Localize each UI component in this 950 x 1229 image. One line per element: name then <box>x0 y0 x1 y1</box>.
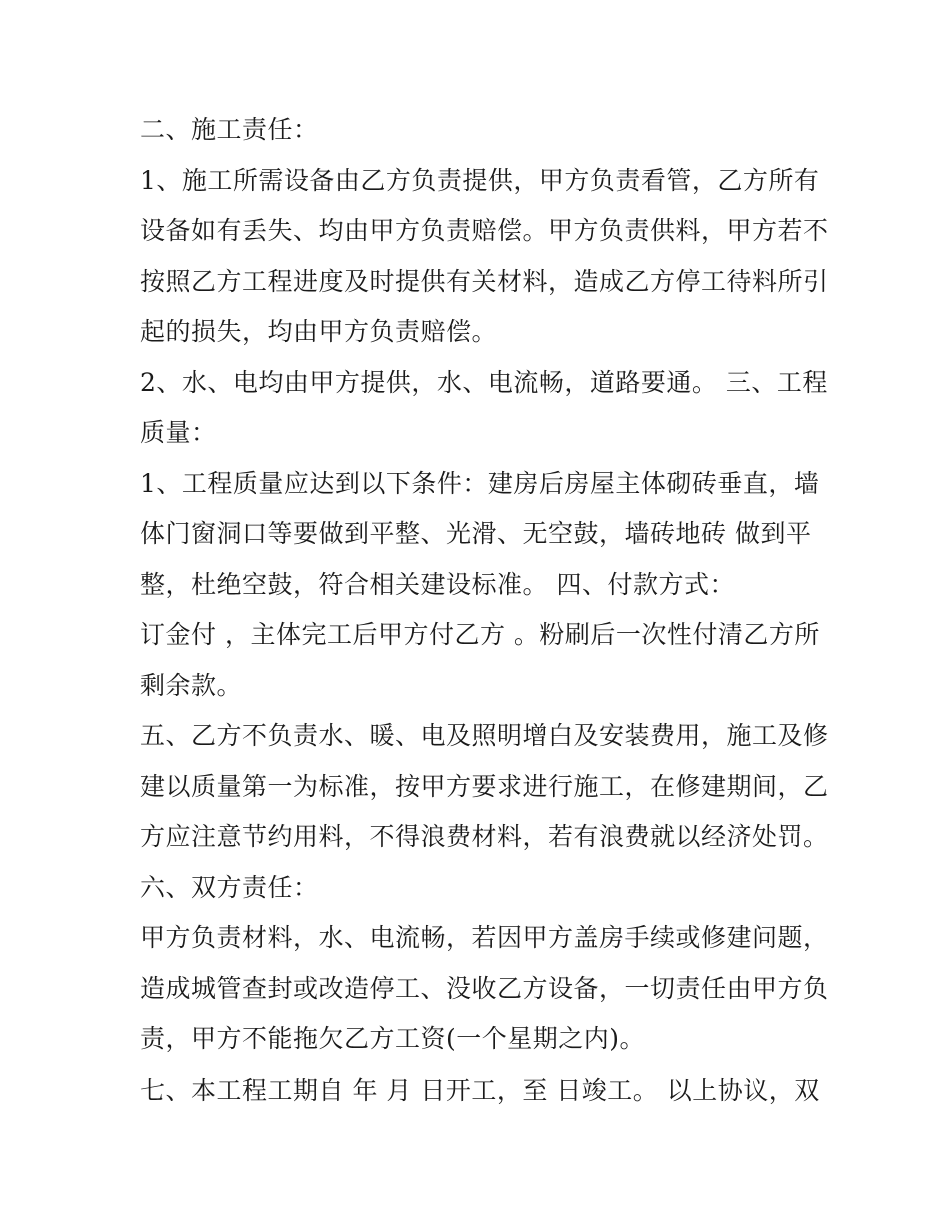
text-line: 订金付 ，主体完工后甲方付乙方 。粉刷后一次性付清乙方所 <box>140 620 820 649</box>
text-line: 五、乙方不负责水、暖、电及照明增白及安装费用，施工及修 <box>140 721 829 750</box>
text-line: 建以质量第一为标准，按甲方要求进行施工，在修建期间，乙 <box>140 772 829 801</box>
text-line: 责，甲方不能拖欠乙方工资(一个星期之内)。 <box>140 1024 646 1053</box>
text-line: 体门窗洞口等要做到平整、光滑、无空鼓，墙砖地砖 做到平 <box>140 519 812 548</box>
text-line: 起的损失，均由甲方负责赔偿。 <box>140 317 498 346</box>
section-heading: 六、双方责任： <box>140 873 319 902</box>
text-line: 整，杜绝空鼓，符合相关建设标准。 四、付款方式： <box>140 570 735 599</box>
text-line: 1、施工所需设备由乙方负责提供，甲方负责看管，乙方所有 <box>140 166 820 195</box>
text-line: 2、水、电均由甲方提供，水、电流畅，道路要通。 三、工程 <box>140 368 828 397</box>
text-line: 设备如有丢失、均由甲方负责赔偿。甲方负责供料，甲方若不 <box>140 216 829 245</box>
section-heading: 二、施工责任： <box>140 115 319 144</box>
text-line: 1、工程质量应达到以下条件：建房后房屋主体砌砖垂直，墙 <box>140 469 820 498</box>
text-line: 按照乙方工程进度及时提供有关材料，造成乙方停工待料所引 <box>140 267 829 296</box>
text-line: 七、本工程工期自 年 月 日开工，至 日竣工。 以上协议，双 <box>140 1076 820 1105</box>
text-line: 质量： <box>140 418 217 447</box>
text-line: 造成城管查封或改造停工、没收乙方设备，一切责任由甲方负 <box>140 974 829 1003</box>
text-line: 剩余款。 <box>140 671 243 700</box>
text-line: 甲方负责材料，水、电流畅，若因甲方盖房手续或修建问题， <box>140 923 829 952</box>
text-line: 方应注意节约用料，不得浪费材料，若有浪费就以经济处罚。 <box>140 822 829 851</box>
